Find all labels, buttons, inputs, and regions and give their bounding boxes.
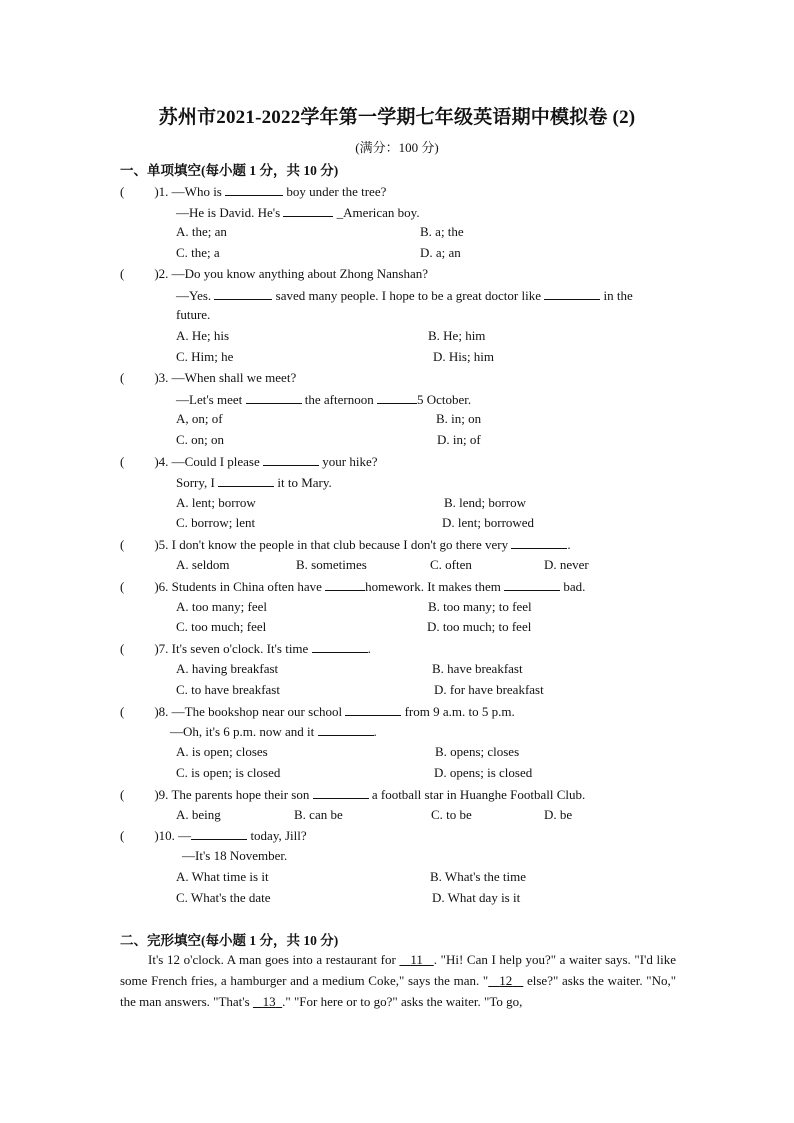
q7-option-a: A. having breakfast bbox=[176, 661, 279, 676]
question-10-line2: —It's 18 November. bbox=[182, 848, 288, 863]
q6-option-d: D. too much; to feel bbox=[427, 619, 532, 634]
exam-title: 苏州市2021-2022学年第一学期七年级英语期中模拟卷 (2) bbox=[158, 107, 636, 128]
blank bbox=[225, 183, 283, 196]
q6-option-b: B. too many; to feel bbox=[428, 599, 532, 614]
question-5: ( )5. I don't know the people in that club because I don't go there very . bbox=[120, 537, 571, 552]
question-2-line2: —Yes. saved many people. I hope to be a great doctor like in the bbox=[176, 288, 633, 303]
blank bbox=[544, 287, 600, 300]
q1-option-c: C. the; a bbox=[176, 245, 220, 260]
q5-option-b: B. sometimes bbox=[296, 557, 367, 572]
q4-option-b: B. lend; borrow bbox=[444, 495, 526, 510]
question-9: ( )9. The parents hope their son a football star in Huanghe Football Club. bbox=[120, 787, 586, 802]
q3-option-a: A, on; of bbox=[176, 411, 223, 426]
q2-option-c: C. Him; he bbox=[176, 349, 234, 364]
q10-option-a: A. What time is it bbox=[176, 869, 269, 884]
question-1: ( )1. —Who is boy under the tree? bbox=[120, 184, 387, 199]
q5-option-d: D. never bbox=[544, 557, 589, 572]
q9-option-a: A. being bbox=[176, 807, 221, 822]
paren: ( bbox=[120, 184, 125, 199]
blank bbox=[263, 453, 319, 466]
q3-option-b: B. in; on bbox=[436, 411, 482, 426]
question-6: ( )6. Students in China often have homework. It makes them bad. bbox=[120, 579, 586, 594]
q1-option-a: A. the; an bbox=[176, 224, 227, 239]
cloze-blank-12: 12 bbox=[499, 973, 513, 988]
question-3-line2: —Let's meet the afternoon 5 October. bbox=[176, 392, 472, 407]
q5-option-c: C. often bbox=[430, 557, 472, 572]
blank bbox=[325, 578, 365, 591]
q7-option-d: D. for have breakfast bbox=[434, 682, 544, 697]
blank bbox=[504, 578, 560, 591]
question-4: ( )4. —Could I please your hike? bbox=[120, 454, 378, 469]
blank bbox=[511, 536, 567, 549]
q2-option-d: D. His; him bbox=[433, 349, 495, 364]
question-2: ( )2. —Do you know anything about Zhong Nanshan? bbox=[120, 266, 429, 281]
blank bbox=[246, 391, 302, 404]
q1-option-d: D. a; an bbox=[420, 245, 461, 260]
q8-option-c: C. is open; is closed bbox=[176, 765, 281, 780]
q8-option-d: D. opens; is closed bbox=[434, 765, 533, 780]
q5-option-a: A. seldom bbox=[176, 557, 230, 572]
q9-option-b: B. can be bbox=[294, 807, 343, 822]
q8-option-b: B. opens; closes bbox=[435, 744, 520, 759]
q7-option-b: B. have breakfast bbox=[432, 661, 523, 676]
question-3: ( )3. —When shall we meet? bbox=[120, 370, 297, 385]
question-8-line2: —Oh, it's 6 p.m. now and it . bbox=[170, 724, 377, 739]
cloze-blank-13: 13 bbox=[262, 994, 276, 1009]
q10-option-d: D. What day is it bbox=[432, 890, 521, 905]
q10-option-c: C. What's the date bbox=[176, 890, 271, 905]
q2-option-b: B. He; him bbox=[428, 328, 486, 343]
q6-option-a: A. too many; feel bbox=[176, 599, 267, 614]
q7-option-c: C. to have breakfast bbox=[176, 682, 280, 697]
blank bbox=[313, 786, 369, 799]
blank bbox=[312, 640, 368, 653]
blank bbox=[318, 723, 374, 736]
section1-heading: 一、单项填空(每小题 1 分，共 10 分) bbox=[120, 163, 339, 178]
q4-option-c: C. borrow; lent bbox=[176, 515, 256, 530]
cloze-passage: It's 12 o'clock. A man goes into a restaurant for 11 . "Hi! Can I help you?" a waiter says. "I'd like some French fries, a hamburger and a medium Coke," says the man. " 12 else?" asks the waiter. "No," the man answers. "That's 13 ." "For here or to go?" asks the waiter. "To go, bbox=[120, 952, 677, 1009]
question-10: ( )10. — today, Jill? bbox=[120, 828, 307, 843]
q9-option-d: D. be bbox=[544, 807, 573, 822]
blank bbox=[345, 703, 401, 716]
blank bbox=[283, 204, 333, 217]
q2-option-a: A. He; his bbox=[176, 328, 230, 343]
blank bbox=[377, 391, 417, 404]
section2-heading: 二、完形填空(每小题 1 分，共 10 分) bbox=[120, 933, 339, 948]
q10-option-b: B. What's the time bbox=[430, 869, 526, 884]
blank bbox=[214, 287, 272, 300]
blank bbox=[191, 827, 247, 840]
full-score-note: (满分：100 分) bbox=[355, 140, 439, 155]
question-1-line2: —He is David. He's _American boy. bbox=[176, 205, 420, 220]
blank bbox=[218, 474, 274, 487]
q8-option-a: A. is open; closes bbox=[176, 744, 268, 759]
q3-option-d: D. in; of bbox=[437, 432, 481, 447]
question-4-line2: Sorry, I it to Mary. bbox=[176, 475, 332, 490]
q4-option-a: A. lent; borrow bbox=[176, 495, 256, 510]
q6-option-c: C. too much; feel bbox=[176, 619, 267, 634]
q9-option-c: C. to be bbox=[431, 807, 472, 822]
q4-option-d: D. lent; borrowed bbox=[442, 515, 535, 530]
q1-option-b: B. a; the bbox=[420, 224, 464, 239]
question-8: ( )8. —The bookshop near our school from 9 a.m. to 5 p.m. bbox=[120, 704, 515, 719]
cloze-blank-11: 11 bbox=[410, 952, 423, 967]
question-7: ( )7. It's seven o'clock. It's time . bbox=[120, 641, 371, 656]
q3-option-c: C. on; on bbox=[176, 432, 225, 447]
question-2-line3: future. bbox=[176, 307, 211, 322]
